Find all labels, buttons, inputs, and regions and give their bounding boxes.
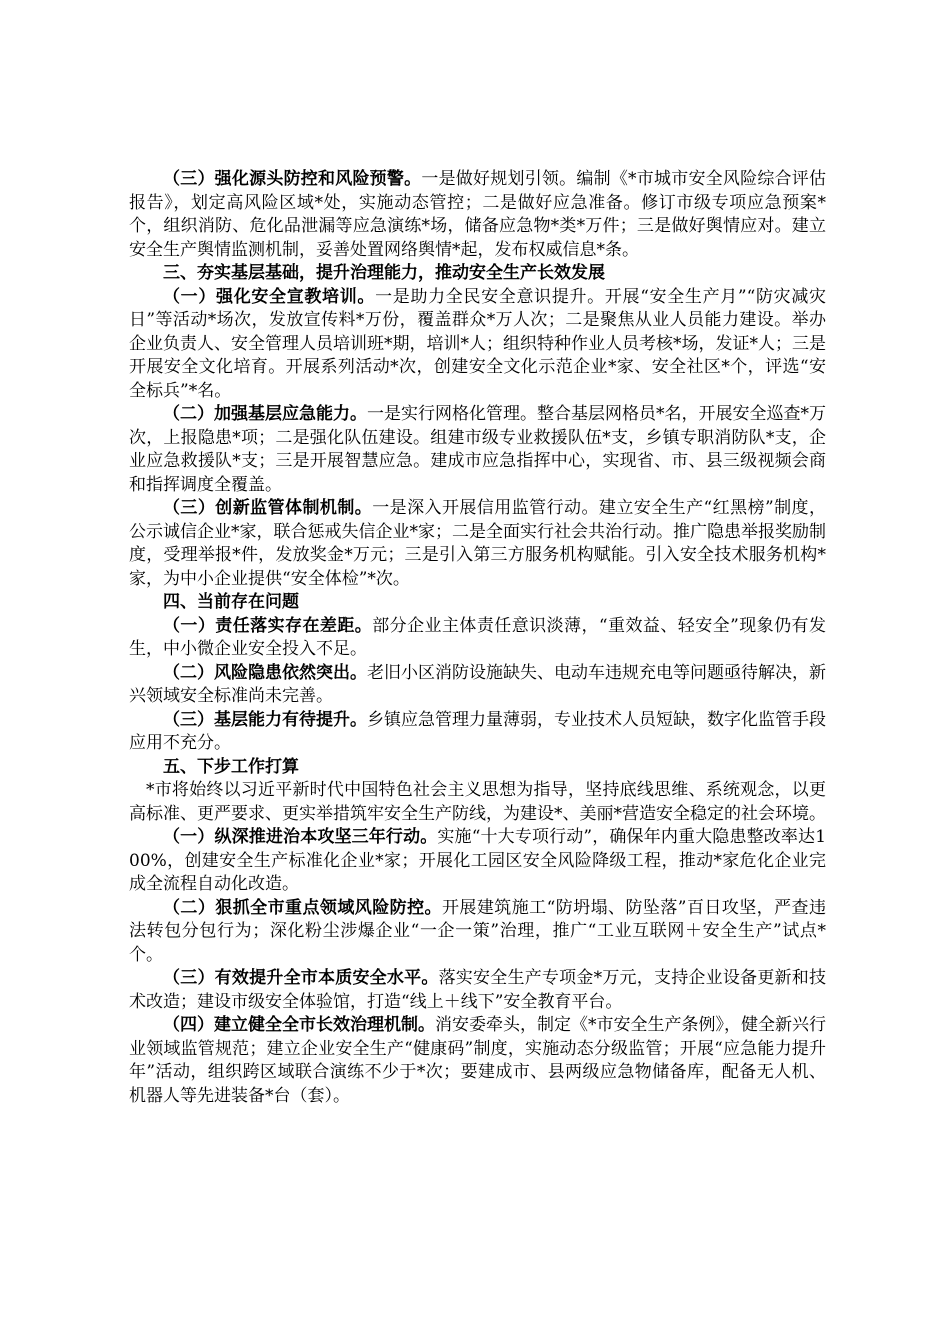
section-heading-3: 三、夯实基层基础，提升治理能力，推动安全生产长效发展	[163, 263, 605, 283]
paragraph-lead: （二）风险隐患依然突出。	[163, 662, 367, 683]
paragraph-text: 一是深入开展信用监管行动。建立安全生产“红黑榜”制度，公示诚信企业*家，联合惩戒失信企业*家；二是全面实行社会共治行动。推广隐患举报奖励制度，受理举报*件，发放奖金*万元；三是引入第三方服务机构赋能。引入安全技术服务机构*家，为中小企业提供“安全体检”*次。	[129, 498, 826, 589]
paragraph-intrinsic-safety	[129, 967, 826, 1014]
paragraph-text: 实施“十大专项行动”，确保年内重大隐患整改率达100%，创建安全生产标准化企业*家；开展化工园区安全风险降级工程，推动*家危化企业完成全流程自动化改造。	[129, 827, 827, 894]
paragraph-lead: （三）创新监管体制机制。	[163, 498, 373, 518]
paragraph-lead: （二）狠抓全市重点领域风险防控。	[163, 897, 442, 918]
paragraph-lead: （三）强化源头防控和风险预警。	[163, 169, 422, 189]
paragraph-text: 落实安全生产专项金*万元，支持企业设备更新和技术改造；建设市级安全体验馆，打造“线上＋线下”安全教育平台。	[129, 968, 826, 1012]
paragraph-text: 一是助力全民安全意识提升。开展“安全生产月”“防灾减灾日”等活动*场次，发放宣传料*万份，覆盖群众*万人次；二是聚焦从业人员能力建设。举办企业负责人、安全管理人员培训班*期，培训*人；组织特种作业人员考核*场，发证*人；三是开展安全文化培育。开展系列活动*次，创建安全文化示范企业*家、安全社区*个，评选“安全标兵”*名。	[129, 286, 827, 401]
paragraph-safety-training	[129, 286, 826, 404]
paragraph-grassroots-capacity	[129, 709, 826, 756]
paragraph-risk-prevention	[129, 168, 826, 262]
paragraph-text: 乡镇应急管理力量薄弱，专业技术人员短缺，数字化监管手段应用不充分。	[129, 709, 826, 753]
paragraph-text: 部分企业主体责任意识淡薄，“重效益、轻安全”现象仍有发生，中小微企业安全投入不足。	[129, 615, 826, 659]
paragraph-key-area-risk	[129, 897, 826, 968]
paragraph-three-year-action	[129, 826, 826, 897]
paragraph-risk-hazards	[129, 662, 826, 709]
paragraph-long-term-governance	[129, 1014, 826, 1108]
paragraph-responsibility-gap	[129, 615, 826, 662]
document-body	[129, 168, 826, 1108]
section-heading-5: 五、下步工作打算	[163, 756, 299, 777]
paragraph-text: 开展建筑施工“防坍塌、防坠落”百日攻坚，严查违法转包分包行为；深化粉尘涉爆企业“一企一策”治理，推广“工业互联网＋安全生产”试点*个。	[129, 897, 826, 965]
paragraph-lead: （一）强化安全宣教培训。	[163, 286, 376, 307]
paragraph-guiding-principle	[129, 779, 826, 826]
paragraph-lead: （三）有效提升全市本质安全水平。	[163, 968, 439, 988]
paragraph-text: 一是实行网格化管理。整合基层网格员*名，开展安全巡查*万次，上报隐患*项；二是强化队伍建设。组建市级专业救援队伍*支，乡镇专职消防队*支，企业应急救援队*支；三是开展智慧应急。建成市应急指挥中心，实现省、市、县三级视频会商和指挥调度全覆盖。	[129, 404, 826, 495]
paragraph-supervision-mechanism	[129, 497, 826, 591]
paragraph-lead: （四）建立健全全市长效治理机制。	[163, 1015, 435, 1035]
paragraph-lead: （一）纵深推进治本攻坚三年行动。	[163, 827, 438, 847]
paragraph-lead: （一）责任落实存在差距。	[163, 615, 373, 636]
paragraph-emergency-capacity	[129, 403, 826, 497]
paragraph-text: 一是做好规划引领。编制《*市城市安全风险综合评估报告》，划定高风险区域*处，实施动态管控；二是做好应急准备。修订市级专项应急预案*个，组织消防、危化品泄漏等应急演练*场，储备应急物*类*万件；三是做好舆情应对。建立安全生产舆情监测机制，妥善处置网络舆情*起，发布权威信息*条。	[129, 169, 827, 260]
paragraph-text: 老旧小区消防设施缺失、电动车违规充电等问题亟待解决，新兴领域安全标准尚未完善。	[129, 662, 826, 706]
paragraph-lead: （三）基层能力有待提升。	[163, 709, 367, 730]
paragraph-text: 消安委牵头，制定《*市安全生产条例》，健全新兴行业领域监管规范；建立企业安全生产“健康码”制度，实施动态分级监管；开展“应急能力提升年”活动，组织跨区域联合演练不少于*次；要建成市、县两级应急物储备库，配备无人机、机器人等先进装备*台（套）。	[129, 1015, 826, 1106]
paragraph-lead: （二）加强基层应急能力。	[163, 404, 367, 424]
section-heading-4: 四、当前存在问题	[163, 592, 299, 612]
paragraph-text: *市将始终以习近平新时代中国特色社会主义思想为指导，坚持底线思维、系统观念，以更高标准、更严要求、更实举措筑牢安全生产防线，为建设*、美丽*营造安全稳定的社会环境。	[129, 780, 826, 824]
